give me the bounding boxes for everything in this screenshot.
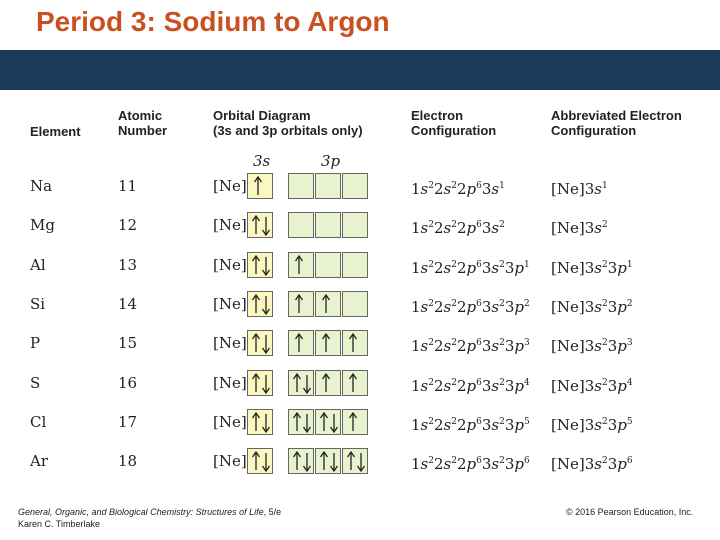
header-electron-configuration: Electron Configuration	[411, 108, 497, 138]
spin-up-arrow-icon	[251, 292, 261, 316]
orbital-box-3p	[315, 330, 341, 356]
orbital-box-3s	[247, 252, 273, 278]
orbital-box-3p	[342, 409, 368, 435]
spin-up-arrow-icon	[319, 449, 329, 473]
atomic-number: 18	[118, 452, 138, 470]
spin-down-arrow-icon	[356, 449, 366, 473]
orbital-label-3s: 3s	[253, 152, 271, 170]
element-symbol: S	[30, 374, 41, 392]
abbreviated-configuration: $[Ne]3s^23p^2$	[551, 298, 633, 316]
spin-up-arrow-icon	[294, 331, 304, 355]
spin-up-arrow-icon	[348, 331, 358, 355]
abbreviated-configuration: $[Ne]3s^23p^6$	[551, 455, 633, 473]
spin-up-arrow-icon	[321, 292, 331, 316]
orbital-box-3p	[288, 252, 314, 278]
header-element: Element	[30, 124, 81, 139]
element-symbol: Si	[30, 295, 46, 313]
core-label: [Ne]	[213, 334, 247, 352]
atomic-number: 15	[118, 334, 138, 352]
spin-up-arrow-icon	[348, 410, 358, 434]
spin-up-arrow-icon	[251, 410, 261, 434]
atomic-number: 12	[118, 216, 138, 234]
element-symbol: Cl	[30, 413, 47, 431]
spin-up-arrow-icon	[251, 253, 261, 277]
abbreviated-configuration: $[Ne]3s^23p^4$	[551, 377, 633, 395]
spin-up-arrow-icon	[321, 371, 331, 395]
core-label: [Ne]	[213, 452, 247, 470]
spin-down-arrow-icon	[302, 410, 312, 434]
abbreviated-configuration: $[Ne]3s^2$	[551, 219, 608, 237]
orbital-box-3p	[288, 212, 314, 238]
spin-down-arrow-icon	[261, 213, 271, 237]
element-symbol: Mg	[30, 216, 55, 234]
orbital-box-3p	[342, 252, 368, 278]
orbital-box-3s	[247, 409, 273, 435]
orbital-box-3p	[342, 173, 368, 199]
atomic-number: 16	[118, 374, 138, 392]
electron-configuration: $1s^22s^22p^63s^23p^1$	[411, 259, 530, 277]
spin-up-arrow-icon	[251, 213, 261, 237]
electron-configuration: $1s^22s^22p^63s^23p^3$	[411, 337, 530, 355]
spin-down-arrow-icon	[261, 449, 271, 473]
core-label: [Ne]	[213, 256, 247, 274]
atomic-number: 11	[118, 177, 138, 195]
orbital-label-3p: 3p	[321, 152, 341, 170]
footer-book-title: General, Organic, and Biological Chemistry: Structures of Life	[18, 507, 264, 517]
spin-up-arrow-icon	[292, 371, 302, 395]
orbital-box-3p	[342, 448, 368, 474]
spin-up-arrow-icon	[292, 449, 302, 473]
spin-down-arrow-icon	[329, 410, 339, 434]
orbital-box-3p	[315, 409, 341, 435]
atomic-number: 17	[118, 413, 138, 431]
spin-up-arrow-icon	[251, 331, 261, 355]
element-symbol: Ar	[30, 452, 49, 470]
spin-up-arrow-icon	[294, 292, 304, 316]
orbital-box-3s	[247, 448, 273, 474]
orbital-box-3p	[288, 291, 314, 317]
orbital-box-3p	[315, 173, 341, 199]
orbital-box-3p	[342, 212, 368, 238]
orbital-box-3p	[315, 448, 341, 474]
abbreviated-configuration: $[Ne]3s^23p^5$	[551, 416, 633, 434]
spin-up-arrow-icon	[251, 371, 261, 395]
atomic-number: 14	[118, 295, 138, 313]
orbital-box-3p	[315, 252, 341, 278]
spin-down-arrow-icon	[302, 449, 312, 473]
core-label: [Ne]	[213, 216, 247, 234]
core-label: [Ne]	[213, 295, 247, 313]
element-symbol: Na	[30, 177, 53, 195]
orbital-box-3p	[315, 212, 341, 238]
spin-down-arrow-icon	[329, 449, 339, 473]
orbital-box-3p	[288, 409, 314, 435]
abbreviated-configuration: $[Ne]3s^1$	[551, 180, 608, 198]
orbital-box-3s	[247, 330, 273, 356]
orbital-box-3p	[288, 330, 314, 356]
footer-citation	[18, 506, 281, 530]
element-symbol: Al	[30, 256, 46, 274]
electron-configuration: $1s^22s^22p^63s^2$	[411, 219, 505, 237]
orbital-box-3p	[315, 370, 341, 396]
orbital-box-3p	[342, 291, 368, 317]
orbital-box-3p	[342, 370, 368, 396]
orbital-box-3s	[247, 370, 273, 396]
electron-configuration: $1s^22s^22p^63s^23p^2$	[411, 298, 530, 316]
orbital-box-3s	[247, 291, 273, 317]
orbital-box-3p	[342, 330, 368, 356]
electron-configuration: $1s^22s^22p^63s^23p^6$	[411, 455, 530, 473]
orbital-box-3s	[247, 212, 273, 238]
core-label: [Ne]	[213, 177, 247, 195]
title-band	[0, 50, 720, 90]
abbreviated-configuration: $[Ne]3s^23p^1$	[551, 259, 633, 277]
atomic-number: 13	[118, 256, 138, 274]
spin-up-arrow-icon	[294, 253, 304, 277]
spin-up-arrow-icon	[321, 331, 331, 355]
spin-down-arrow-icon	[261, 331, 271, 355]
footer-copyright: © 2016 Pearson Education, Inc.	[566, 507, 694, 517]
orbital-box-3p	[315, 291, 341, 317]
spin-up-arrow-icon	[348, 371, 358, 395]
element-symbol: P	[30, 334, 41, 352]
spin-up-arrow-icon	[319, 410, 329, 434]
page-title: Period 3: Sodium to Argon	[36, 6, 390, 37]
spin-down-arrow-icon	[261, 253, 271, 277]
orbital-box-3s	[247, 173, 273, 199]
electron-configuration: $1s^22s^22p^63s^1$	[411, 180, 505, 198]
orbital-box-3p	[288, 370, 314, 396]
header-orbital-diagram: Orbital Diagram (3s and 3p orbitals only)	[213, 108, 363, 138]
header-abbreviated-configuration: Abbreviated Electron Configuration	[551, 108, 682, 138]
spin-up-arrow-icon	[292, 410, 302, 434]
abbreviated-configuration: $[Ne]3s^23p^3$	[551, 337, 633, 355]
electron-configuration: $1s^22s^22p^63s^23p^5$	[411, 416, 530, 434]
core-label: [Ne]	[213, 374, 247, 392]
orbital-box-3p	[288, 448, 314, 474]
spin-down-arrow-icon	[261, 410, 271, 434]
header-atomic-number: Atomic Number	[118, 108, 168, 138]
spin-up-arrow-icon	[253, 174, 263, 198]
core-label: [Ne]	[213, 413, 247, 431]
spin-up-arrow-icon	[251, 449, 261, 473]
footer-author: Karen C. Timberlake	[18, 519, 101, 529]
electron-configuration: $1s^22s^22p^63s^23p^4$	[411, 377, 530, 395]
footer-edition: , 5/e	[263, 507, 282, 517]
spin-down-arrow-icon	[261, 371, 271, 395]
spin-down-arrow-icon	[261, 292, 271, 316]
orbital-box-3p	[288, 173, 314, 199]
spin-down-arrow-icon	[302, 371, 312, 395]
spin-up-arrow-icon	[346, 449, 356, 473]
